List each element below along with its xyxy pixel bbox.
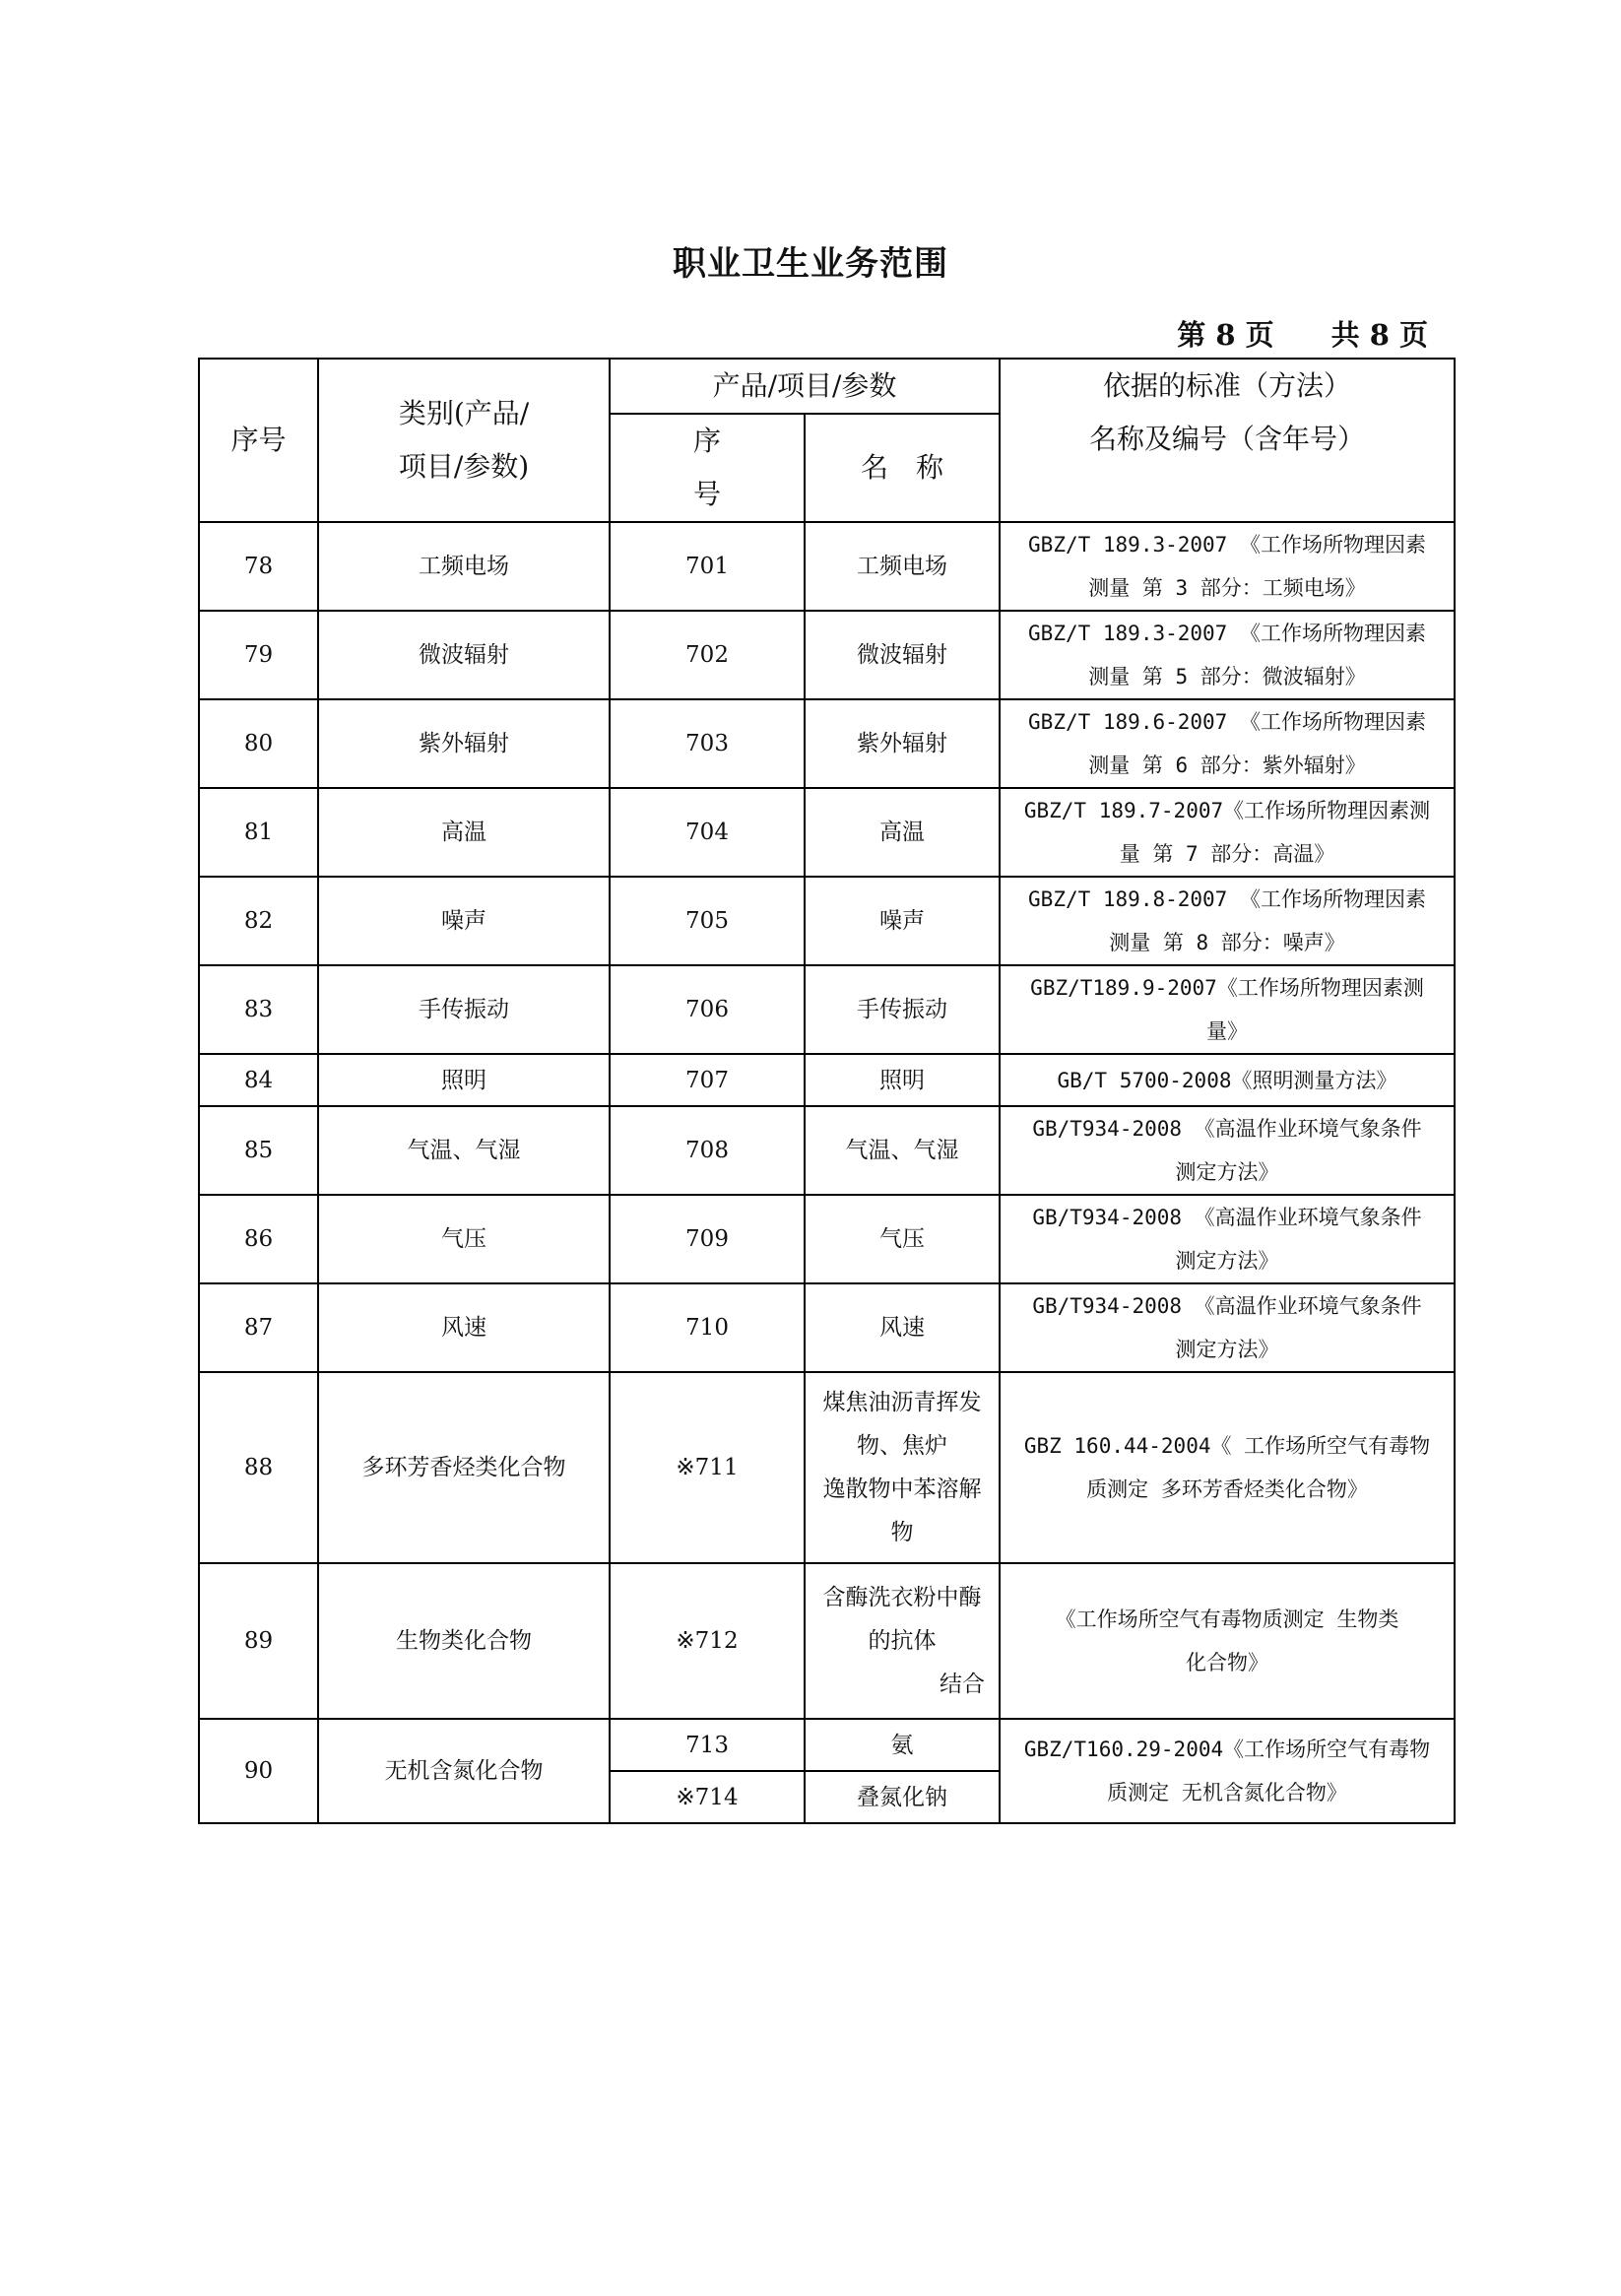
- row-seq: 81: [199, 788, 318, 877]
- table-row: [199, 1106, 1455, 1195]
- row-name: 微波辐射: [805, 611, 1000, 699]
- row-name: 照明: [805, 1054, 1000, 1106]
- scope-table: [198, 358, 1456, 1824]
- row-category: 噪声: [318, 877, 610, 965]
- row-item-no: 703: [610, 699, 805, 788]
- row-item-no: 701: [610, 522, 805, 611]
- row-seq: 87: [199, 1283, 318, 1372]
- row-seq: 78: [199, 522, 318, 611]
- row-item-no: 707: [610, 1054, 805, 1106]
- row-seq: 89: [199, 1563, 318, 1719]
- row-seq: 82: [199, 877, 318, 965]
- row-seq: 90: [199, 1719, 318, 1823]
- header-sub-name: 名 称: [805, 414, 1000, 522]
- row-seq: 88: [199, 1372, 318, 1563]
- row-seq: 83: [199, 965, 318, 1054]
- row-name: 工频电场: [805, 522, 1000, 611]
- row-category: 气温、气湿: [318, 1106, 610, 1195]
- row-standard: 《工作场所空气有毒物质测定 生物类 化合物》: [1000, 1563, 1455, 1719]
- row-name: 噪声: [805, 877, 1000, 965]
- page-title: 职业卫生业务范围: [673, 244, 948, 284]
- row-item-no: 710: [610, 1283, 805, 1372]
- row-item-no: 702: [610, 611, 805, 699]
- row-category: 紫外辐射: [318, 699, 610, 788]
- row-seq: 85: [199, 1106, 318, 1195]
- row-name: 煤焦油沥青挥发 物、焦炉 逸散物中苯溶解 物: [805, 1372, 1000, 1563]
- row-standard: GBZ/T 189.8-2007 《工作场所物理因素 测量 第 8 部分：噪声》: [1000, 877, 1455, 965]
- row-category: 手传振动: [318, 965, 610, 1054]
- row-standard: GBZ/T189.9-2007《工作场所物理因素测 量》: [1000, 965, 1455, 1054]
- table-row: [199, 522, 1455, 611]
- row-standard: GBZ/T160.29-2004《工作场所空气有毒物 质测定 无机含氮化合物》: [1000, 1719, 1455, 1823]
- table-row: [199, 1283, 1455, 1372]
- table-row: [199, 699, 1455, 788]
- row-standard: GB/T934-2008 《高温作业环境气象条件 测定方法》: [1000, 1283, 1455, 1372]
- total-pages: 共 8 页: [1330, 318, 1428, 352]
- row-item-no: 713: [610, 1719, 805, 1771]
- row-name: 叠氮化钠: [805, 1771, 1000, 1823]
- table-row: [199, 788, 1455, 877]
- row-category: 高温: [318, 788, 610, 877]
- header-standard: 依据的标准（方法） 名称及编号（含年号）: [1000, 359, 1455, 522]
- row-category: 生物类化合物: [318, 1563, 610, 1719]
- header-category: 类别(产品/ 项目/参数): [318, 359, 610, 522]
- row-name: 气压: [805, 1195, 1000, 1283]
- header-sub-seq: 序 号: [610, 414, 805, 522]
- row-category: 多环芳香烃类化合物: [318, 1372, 610, 1563]
- row-item-no: ※711: [610, 1372, 805, 1563]
- row-item-no: 708: [610, 1106, 805, 1195]
- row-item-no: 705: [610, 877, 805, 965]
- row-seq: 86: [199, 1195, 318, 1283]
- row-item-no: ※714: [610, 1771, 805, 1823]
- table-row: [199, 1719, 1455, 1771]
- row-seq: 80: [199, 699, 318, 788]
- table-row: [199, 1563, 1455, 1719]
- table-row: [199, 965, 1455, 1054]
- row-item-no: 706: [610, 965, 805, 1054]
- row-name: 气温、气湿: [805, 1106, 1000, 1195]
- row-standard: GBZ 160.44-2004《 工作场所空气有毒物 质测定 多环芳香烃类化合物》: [1000, 1372, 1455, 1563]
- row-seq: 84: [199, 1054, 318, 1106]
- table-row: [199, 877, 1455, 965]
- row-name: 含酶洗衣粉中酶 的抗体 结合: [805, 1563, 1000, 1719]
- row-name: 紫外辐射: [805, 699, 1000, 788]
- header-product-group: 产品/项目/参数: [610, 359, 1000, 414]
- row-category: 风速: [318, 1283, 610, 1372]
- header-seq: 序号: [199, 359, 318, 522]
- row-standard: GB/T934-2008 《高温作业环境气象条件 测定方法》: [1000, 1106, 1455, 1195]
- table-row: [199, 1054, 1455, 1106]
- row-item-no: 709: [610, 1195, 805, 1283]
- row-standard: GB/T934-2008 《高温作业环境气象条件 测定方法》: [1000, 1195, 1455, 1283]
- table-row: [199, 611, 1455, 699]
- row-category: 气压: [318, 1195, 610, 1283]
- page-number: [1133, 313, 1428, 354]
- row-seq: 79: [199, 611, 318, 699]
- row-name: 手传振动: [805, 965, 1000, 1054]
- row-name: 氨: [805, 1719, 1000, 1771]
- row-standard: GBZ/T 189.6-2007 《工作场所物理因素 测量 第 6 部分：紫外辐射》: [1000, 699, 1455, 788]
- row-standard: GBZ/T 189.7-2007《工作场所物理因素测 量 第 7 部分：高温》: [1000, 788, 1455, 877]
- table-row: [199, 1195, 1455, 1283]
- row-category: 微波辐射: [318, 611, 610, 699]
- row-standard: GB/T 5700-2008《照明测量方法》: [1000, 1054, 1455, 1106]
- row-item-no: ※712: [610, 1563, 805, 1719]
- row-name: 高温: [805, 788, 1000, 877]
- row-standard: GBZ/T 189.3-2007 《工作场所物理因素 测量 第 5 部分：微波辐射》: [1000, 611, 1455, 699]
- row-name: 风速: [805, 1283, 1000, 1372]
- table-row: [199, 1372, 1455, 1563]
- row-item-no: 704: [610, 788, 805, 877]
- row-category: 无机含氮化合物: [318, 1719, 610, 1823]
- row-category: 工频电场: [318, 522, 610, 611]
- row-standard: GBZ/T 189.3-2007 《工作场所物理因素 测量 第 3 部分：工频电场》: [1000, 522, 1455, 611]
- row-category: 照明: [318, 1054, 610, 1106]
- current-page: 第 8 页: [1177, 318, 1274, 352]
